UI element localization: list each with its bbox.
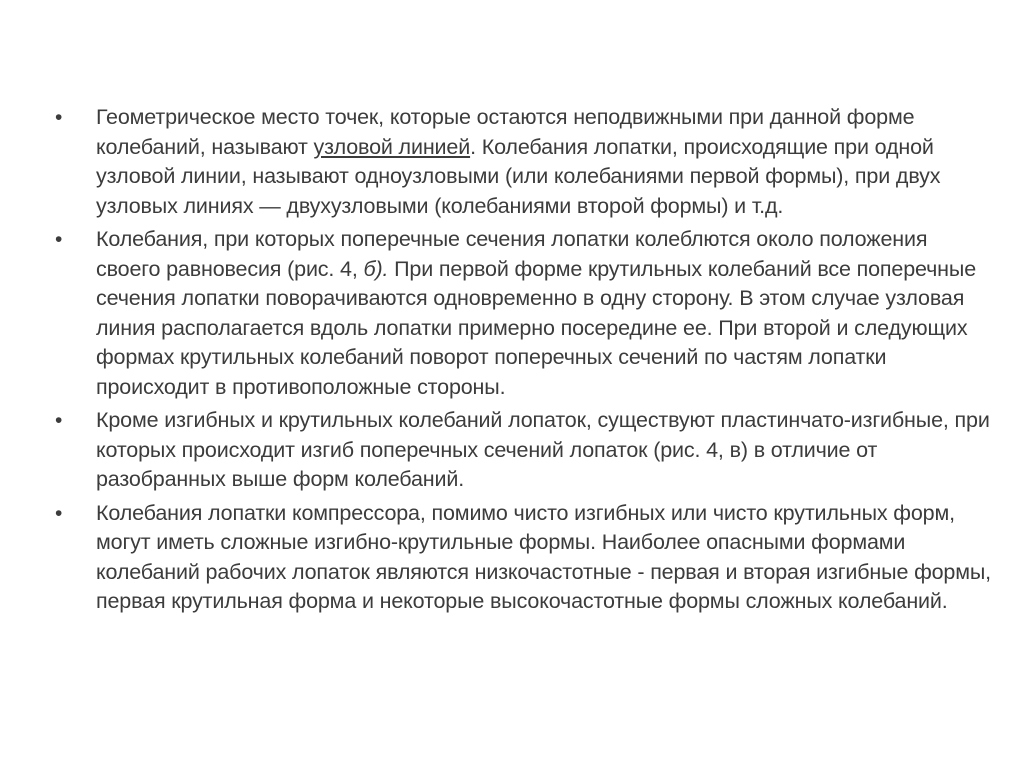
bullet-text-part: Геометрическое место точек, которые остаются неподвижными при данной форме колебаний, называют xyxy=(96,105,915,159)
bullet-item-nodal-line xyxy=(55,103,995,221)
bullet-item-plate-bending xyxy=(55,406,995,495)
bullet-list xyxy=(55,103,995,621)
bullet-dot-icon: • xyxy=(55,228,63,251)
bullet-dot-icon: • xyxy=(55,409,63,432)
bullet-text-part: . Колебания лопатки, происходящие при одной узловой линии, называют одноузловыми (или колебаниями первой формы), при двух узловых линиях — двухузловыми (колебаниями второй формы) и т.д. xyxy=(96,134,941,218)
bullet-text-part: Колебания, при которых поперечные сечения лопатки колеблются около положения своего равновесия (рис. 4, xyxy=(96,227,928,281)
italic-figure-ref: б). xyxy=(363,256,389,281)
bullet-dot-icon: • xyxy=(55,106,63,129)
underlined-term: узловой линией xyxy=(313,134,471,159)
bullet-item-torsional xyxy=(55,225,995,402)
bullet-dot-icon: • xyxy=(55,501,63,525)
bullet-text-part: При первой форме крутильных колебаний все поперечные сечения лопатки поворачиваются одновременно в одну сторону. В этом случае узловая линия располагается вдоль лопатки примерно посередине ее. При второй и следующих формах крутильных колебаний поворот поперечных сечений по частям лопатки происходит в противоположные стороны. xyxy=(96,256,977,399)
bullet-text: Кроме изгибных и крутильных колебаний лопаток, существуют пластинчато-изгибные, при которых происходит изгиб поперечных сечений лопаток (рис. 4, в) в отличие от разобранных выше форм колебаний. xyxy=(96,408,990,491)
bullet-text xyxy=(96,227,976,399)
bullet-text xyxy=(96,105,940,218)
bullet-text: Колебания лопатки компрессора, помимо чисто изгибных или чисто крутильных форм, могут иметь сложные изгибно-крутильные формы. Наиболее опасными формами колебаний рабочих лопаток являются низкочастотные - первая и вторая изгибные формы, первая крутильная форма и некоторые высокочастотные формы сложных колебаний. xyxy=(96,500,991,613)
bullet-item-complex-forms xyxy=(55,499,995,617)
